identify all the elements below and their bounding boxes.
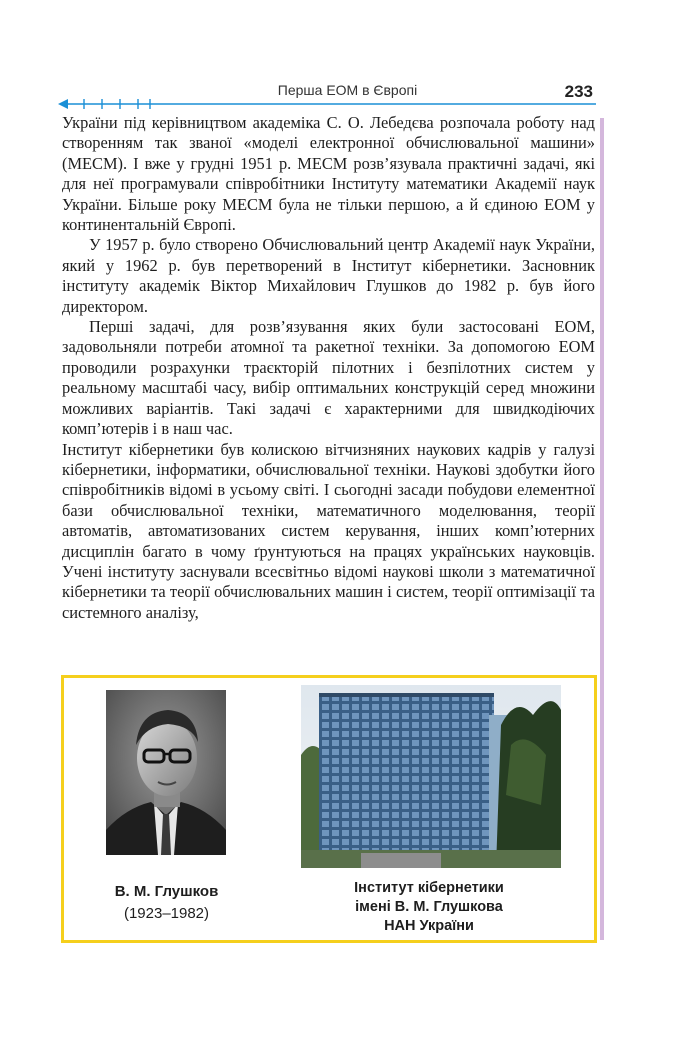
paragraph-1: України під керівництвом академіка С. О. Лебедєва розпочала роботу над створенням так званої «моделі електронної обчислювальної машини» (МЕСМ). І вже у грудні 1951 р. МЕСМ розв’язувала практичні задачі, які для неї програмували співробітники Інституту математики Академії наук України. Більше року МЕСМ була не тільки першою, а й єдиною ЕОМ у континентальній Європі.: [62, 113, 595, 235]
glushkov-portrait-photo: [106, 690, 226, 855]
building-caption-line-1: Інститут кібернетики: [354, 880, 504, 896]
building-caption-line-3: НАН України: [384, 918, 474, 934]
institute-building-photo: [301, 685, 561, 868]
figure-box: [61, 675, 597, 943]
page-number: 233: [564, 82, 593, 101]
portrait-caption: [84, 881, 249, 925]
paragraph-2: У 1957 р. було створено Обчислювальний центр Академії наук України, який у 1962 р. був перетворений в Інститут кібернетики. Засновник інституту академік Віктор Михайлович Глушков до 1982 р. був його директором.: [62, 235, 595, 316]
body-text: [62, 113, 595, 623]
header-arrow-rule: [58, 96, 598, 112]
paragraph-3: Перші задачі, для розв’язування яких були застосовані ЕОМ, задовольняли потреби атомної та ракетної техніки. За допомогою ЕОМ проводили розрахунки траєкторій пілотних і безпілотних систем у реальному масштабі часу, вибір оптимальних конструкцій серед множини можливих варіантів. Такі задачі є характерними для швидкодіючих комп’ютерів і в наш час.: [62, 317, 595, 439]
margin-color-bar: [600, 118, 604, 940]
building-caption-line-2: імені В. М. Глушкова: [355, 899, 503, 915]
running-header-title: Перша ЕОМ в Європі: [277, 82, 418, 98]
building-caption: [314, 879, 544, 936]
caption-name: В. М. Глушков: [114, 883, 219, 900]
caption-years: (1923–1982): [123, 905, 210, 922]
paragraph-4: Інститут кібернетики був колискою вітчизняних наукових кадрів у галузі кібернетики, інформатики, обчислювальної техніки. Наукові здобутки його співробітників відомі в усьому світі. І сьогодні засади побудови елементної бази обчислювальної техніки, математичного моделювання, теорії автоматів, автоматизованих систем керування, інших комп’ютерних дисциплін багато в чому ґрунтуються на працях українських науковців. Учені інституту заснували всесвітньо відомі наукові школи з математичної кібернетики та теорії обчислювальних машин і систем, теорії оптимізації та системного аналізу,: [62, 439, 595, 622]
